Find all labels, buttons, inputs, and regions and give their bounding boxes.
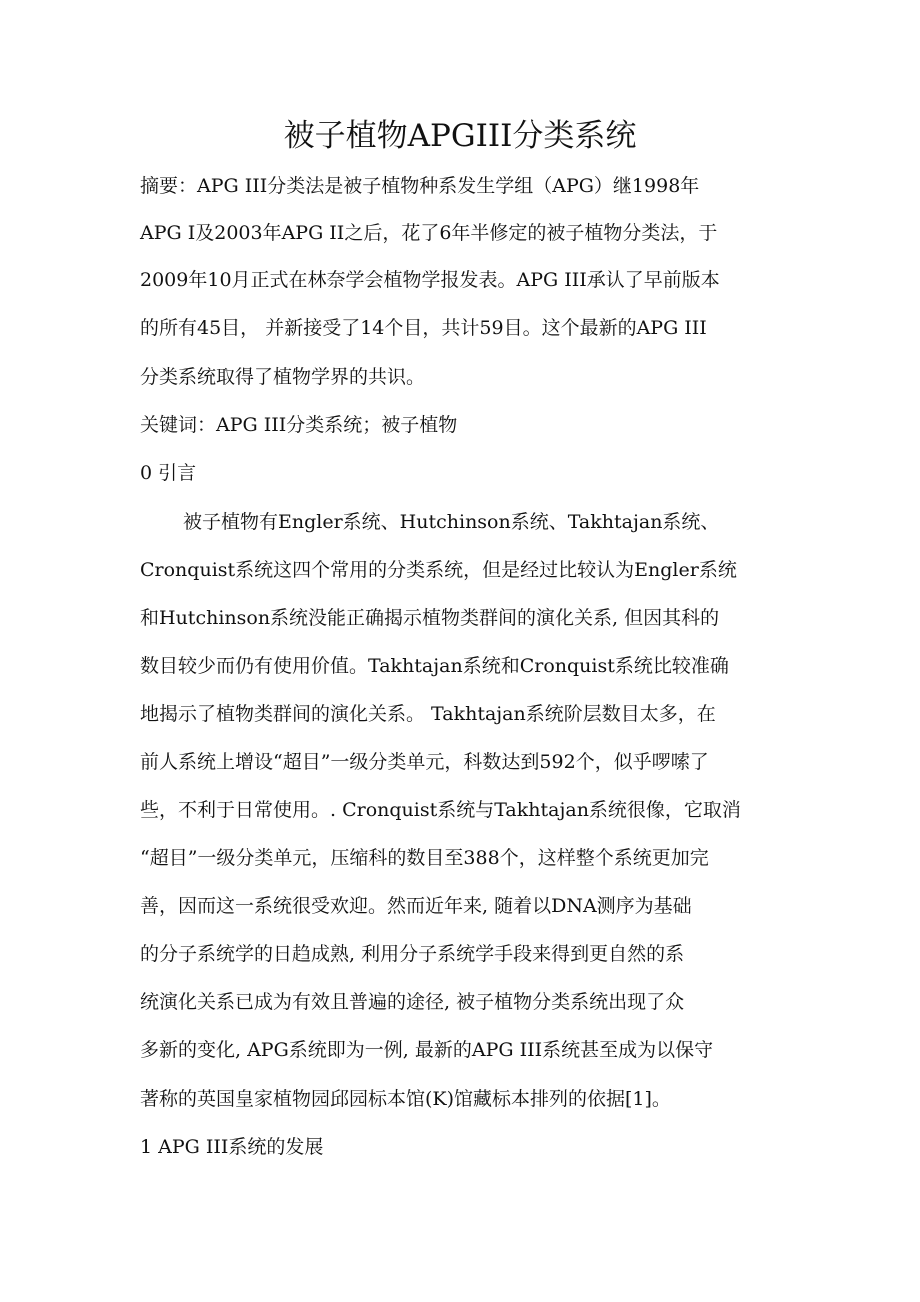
abstract-line: 的所有45目， 并新接受了14个目，共计59目。这个最新的APG III (140, 317, 707, 339)
intro-line: 被子植物有Engler系统、Hutchinson系统、Takhtajan系统、 (183, 511, 720, 533)
intro-line: 善，因而这一系统很受欢迎。然而近年来, 随着以DNA测序为基础 (140, 895, 692, 917)
intro-line: 前人系统上增设“超目”一级分类单元，科数达到592个，似乎啰嗦了 (140, 751, 709, 773)
abstract-line: 2009年10月正式在林奈学会植物学报发表。APG III承认了早前版本 (140, 269, 720, 291)
intro-line: 统演化关系已成为有效且普遍的途径, 被子植物分类系统出现了众 (140, 991, 685, 1013)
abstract-line: 分类系统取得了植物学界的共识。 (140, 366, 426, 388)
intro-line: Cronquist系统这四个常用的分类系统，但是经过比较认为Engler系统 (140, 559, 737, 581)
intro-line: 地揭示了植物类群间的演化关系。 Takhtajan系统阶层数目太多，在 (140, 703, 716, 725)
intro-line: 些，不利于日常使用。. Cronquist系统与Takhtajan系统很像，它取消 (140, 799, 741, 821)
document-title: 被子植物APGIII分类系统 (283, 118, 637, 154)
section-heading-apg-development: 1 APG III系统的发展 (140, 1136, 324, 1158)
section-heading-intro: 0 引言 (140, 462, 197, 484)
abstract-line: 摘要：APG III分类法是被子植物种系发生学组（APG）继1998年 (140, 175, 700, 197)
intro-line: 多新的变化, APG系统即为一例, 最新的APG III系统甚至成为以保守 (140, 1039, 714, 1061)
abstract-line: APG I及2003年APG II之后，花了6年半修定的被子植物分类法，于 (140, 222, 718, 244)
intro-line: 的分子系统学的日趋成熟, 利用分子系统学手段来得到更自然的系 (140, 943, 685, 965)
intro-line: “超目”一级分类单元，压缩科的数目至388个，这样整个系统更加完 (140, 847, 709, 869)
intro-line: 数目较少而仍有使用价值。Takhtajan系统和Cronquist系统比较准确 (140, 655, 729, 677)
intro-line: 著称的英国皇家植物园邱园标本馆(K)馆藏标本排列的依据[1]。 (140, 1088, 671, 1110)
intro-line: 和Hutchinson系统没能正确揭示植物类群间的演化关系, 但因其科的 (140, 607, 720, 629)
keywords-line: 关键词：APG III分类系统；被子植物 (140, 414, 458, 436)
